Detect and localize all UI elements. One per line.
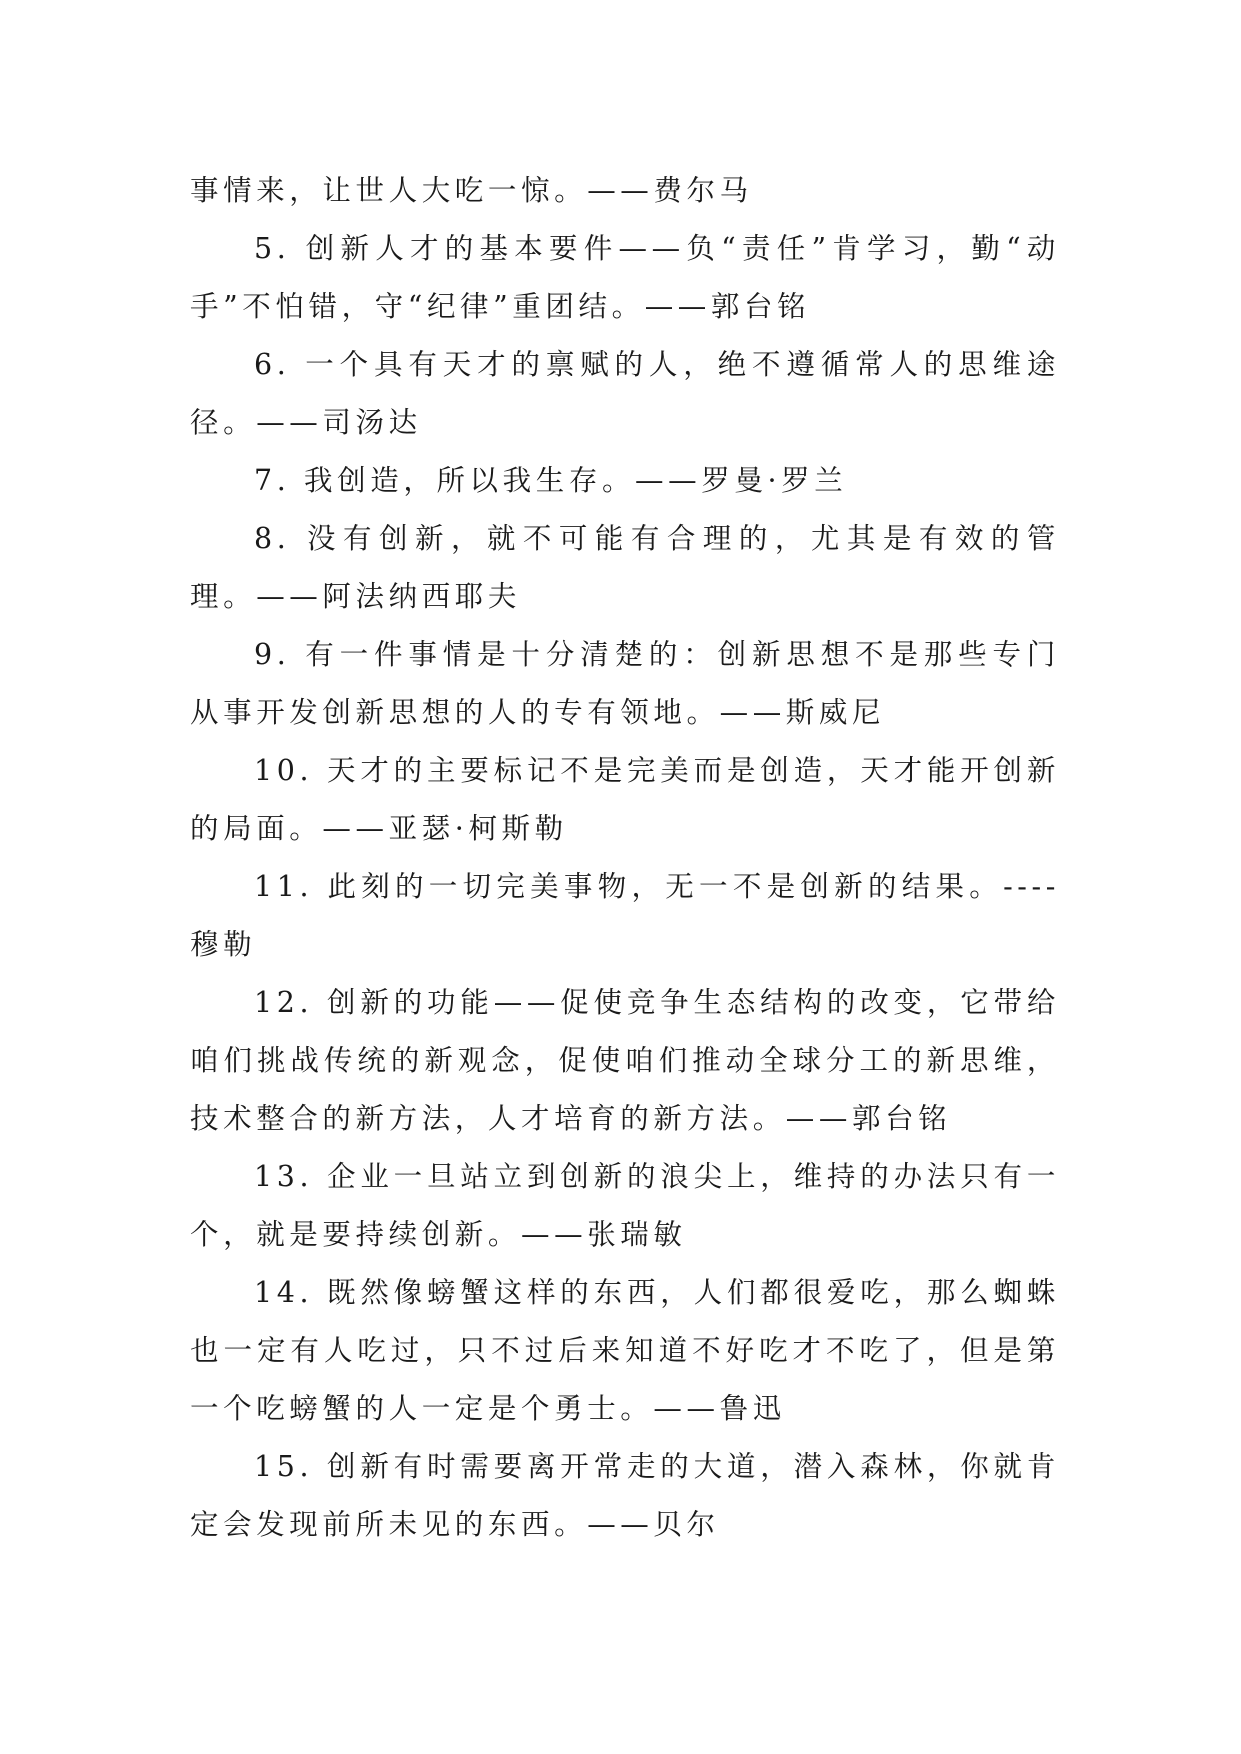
quote-5: 5. 创新人才的基本要件——负“责任”肯学习，勤“动手”不怕错，守“纪律”重团结。——郭台铭 — [190, 232, 1060, 323]
quote-9: 9. 有一件事情是十分清楚的：创新思想不是那些专门从事开发创新思想的人的专有领地。——斯威尼 — [190, 638, 1060, 729]
document-body — [190, 162, 1060, 1554]
quote-14: 14. 既然像螃蟹这样的东西，人们都很爱吃，那么蜘蛛也一定有人吃过，只不过后来知道不好吃才不吃了，但是第一个吃螃蟹的人一定是个勇士。——鲁迅 — [190, 1276, 1060, 1425]
quote-10: 10. 天才的主要标记不是完美而是创造，天才能开创新的局面。——亚瑟·柯斯勒 — [190, 754, 1060, 845]
quote-11: 11. 此刻的一切完美事物，无一不是创新的结果。----穆勒 — [190, 870, 1060, 961]
quote-8: 8. 没有创新，就不可能有合理的，尤其是有效的管理。——阿法纳西耶夫 — [190, 522, 1060, 613]
quote-6: 6. 一个具有天才的禀赋的人，绝不遵循常人的思维途径。——司汤达 — [190, 348, 1060, 439]
quote-7: 7. 我创造，所以我生存。——罗曼·罗兰 — [254, 464, 848, 497]
paragraph-continuation: 事情来，让世人大吃一惊。——费尔马 — [190, 174, 753, 207]
quote-12: 12. 创新的功能——促使竞争生态结构的改变，它带给咱们挑战传统的新观念，促使咱们推动全球分工的新思维，技术整合的新方法，人才培育的新方法。——郭台铭 — [190, 986, 1060, 1135]
quote-13: 13. 企业一旦站立到创新的浪尖上，维持的办法只有一个，就是要持续创新。——张瑞敏 — [190, 1160, 1060, 1251]
quote-15: 15. 创新有时需要离开常走的大道，潜入森林，你就肯定会发现前所未见的东西。——贝尔 — [190, 1450, 1060, 1541]
